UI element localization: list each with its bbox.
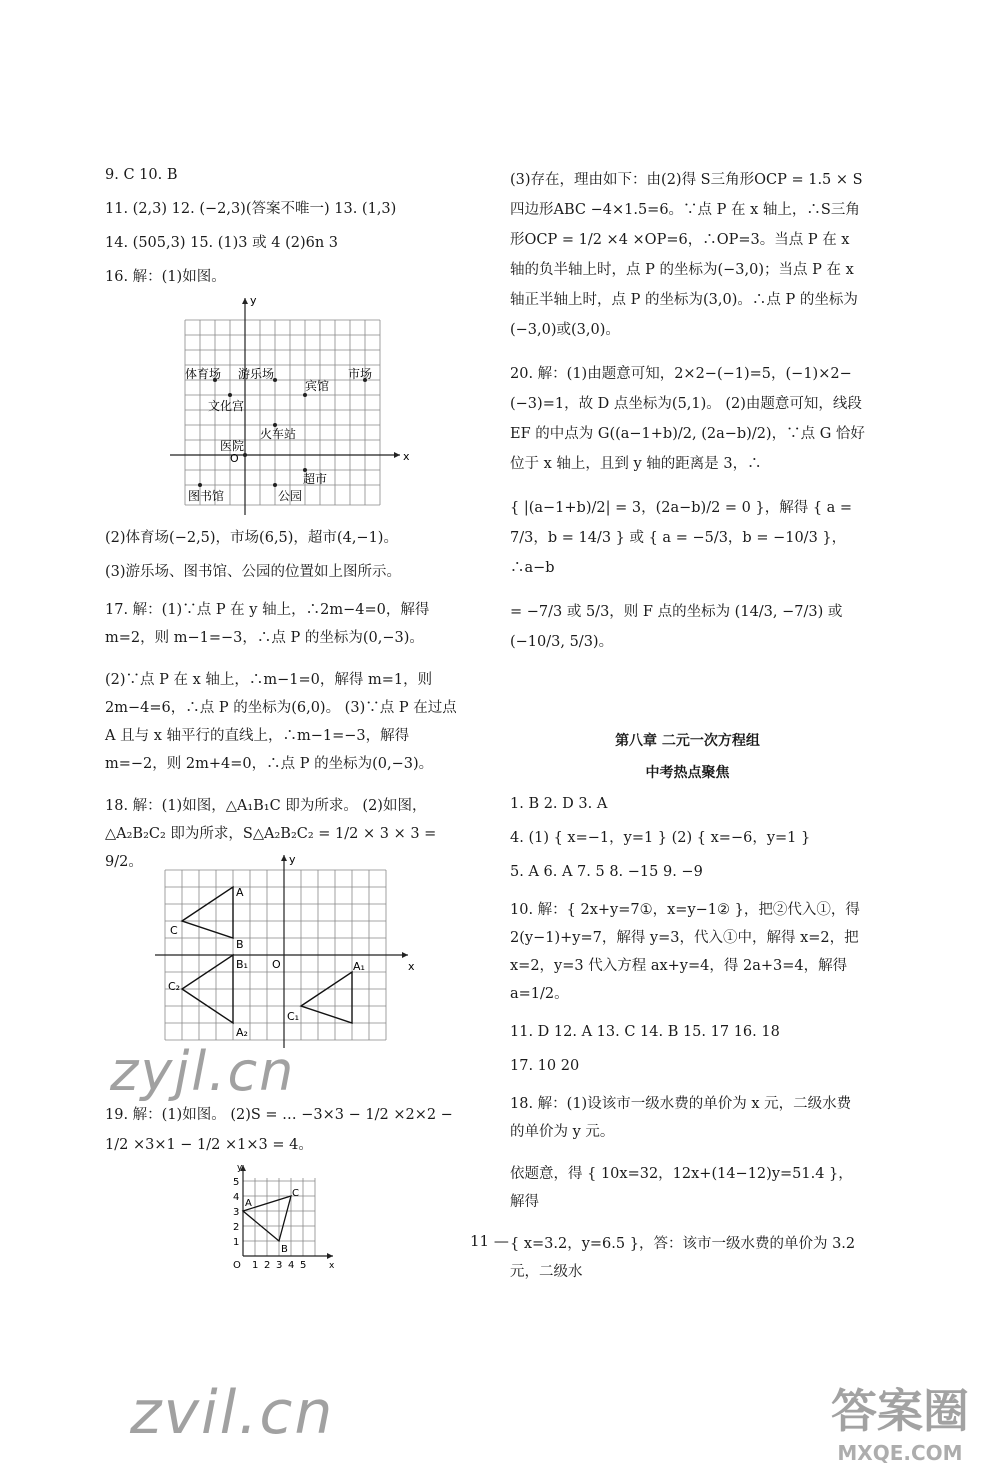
answer-line: { x=3.2，y=6.5 }，答：该市一级水费的单价为 3.2 元，二级水 (510, 1236, 856, 1280)
section-title: 中考热点聚焦 (645, 765, 730, 781)
answer-line: 18. 解：(1)如图，△A₁B₁C 即为所求。 (2)如图，△A₂B₂C₂ 即为所求，S△A₂B₂C₂ = 1/2 × 3 × 3 = 9/2。 (105, 798, 437, 870)
watermark-logo-text: 答案圈 (831, 1384, 969, 1438)
answer-line: 17. 解：(1)∵点 P 在 y 轴上，∴2m−4=0，解得 m=2，则 m−1=−3，∴点 P 的坐标为(0,−3)。 (105, 602, 430, 646)
x-axis-label: x (329, 1261, 335, 1271)
point-label: C₁ (287, 1010, 300, 1023)
tick-label: 4 (233, 1192, 240, 1203)
tick-label: 3 (276, 1260, 283, 1271)
answer-line: { |(a−1+b)/2| = 3，(2a−b)/2 = 0 }，解得 { a = 7/3，b = 14/3 } 或 { a = −5/3，b = −10/3 }，∴a−b (510, 500, 853, 576)
triangle-figure (150, 850, 420, 1054)
answer-line: = −7/3 或 5/3，则 F 点的坐标为 (14/3, −7/3) 或 (−10/3, 5/3)。 (510, 604, 843, 650)
place-label: 图书馆 (188, 489, 225, 503)
point-label: A (236, 886, 244, 899)
answer-line: 10. 解：{ 2x+y=7①，x=y−1② }，把②代入①，得 2(y−1)+y=7，解得 y=3，代入①中，解得 x=2，把 x=2，y=3 代入方程 ax+y=4，得 2a+3=4，解得 a=1/2。 (510, 902, 860, 1002)
place-label: 超市 (303, 472, 328, 486)
answer-line: (2)体育场(−2,5)，市场(6,5)，超市(4,−1)。 (105, 530, 398, 546)
point-label: C (170, 924, 178, 937)
answer-line: 9. C 10. B (105, 167, 178, 183)
point-label: C (292, 1188, 299, 1199)
answer-line: 19. 解：(1)如图。 (2)S = … −3×3 − 1/2 ×2×2 − 1/2 ×3×1 − 1/2 ×1×3 = 4。 (105, 1107, 453, 1153)
place-label: 公园 (278, 489, 303, 503)
point-label: A₁ (353, 960, 365, 973)
place-label: 市场 (348, 367, 373, 381)
tick-label: 4 (288, 1260, 295, 1271)
answer-line: 11. D 12. A 13. C 14. B 15. 17 16. 18 (510, 1024, 780, 1040)
map-figure (160, 290, 420, 524)
answer-line: (3)存在，理由如下：由(2)得 S三角形OCP = 1.5 × S四边形ABC −4×1.5=6。∵点 P 在 x 轴上，∴S三角形OCP = 1/2 ×4 ×OP=6，∴OP=3。当点 P 在 x 轴的负半轴上时，点 P 的坐标为(−3,0)；当点 P 在 x 轴正半轴上时，点 P 的坐标为(3,0)。∴点 P 的坐标为(−3,0)或(3,0)。 (510, 172, 863, 338)
y-axis-label: y (237, 1163, 243, 1173)
tick-label: 2 (264, 1260, 271, 1271)
watermark-logo (815, 1375, 985, 1465)
tick-label: 5 (233, 1177, 240, 1188)
tick-label: 5 (300, 1260, 307, 1271)
tick-label: 3 (233, 1207, 240, 1218)
answer-line: 4. (1) { x=−1，y=1 } (2) { x=−6，y=1 } (510, 830, 811, 846)
page-number: 11 — (470, 1232, 509, 1250)
answer-line: 14. (505,3) 15. (1)3 或 4 (2)6n 3 (105, 235, 339, 251)
left-column-2 (105, 528, 470, 890)
point-label: A₂ (236, 1026, 248, 1039)
answer-line: 18. 解：(1)设该市一级水费的单价为 x 元，二级水费的单价为 y 元。 (510, 1096, 852, 1140)
origin-label: O (272, 958, 281, 971)
right-column-2 (510, 730, 865, 1300)
answer-line: 1. B 2. D 3. A (510, 796, 608, 812)
answer-line: (2)∵点 P 在 x 轴上，∴m−1=0，解得 m=1，则 2m−4=6，∴点 P 的坐标为(6,0)。 (3)∵点 P 在过点 A 且与 x 轴平行的直线上，∴m−1=−3，解得 m=−2，则 2m+4=0，∴点 P 的坐标为(0,−3)。 (105, 672, 457, 772)
place-label: 医院 (220, 439, 245, 453)
x-axis-label: x (403, 450, 410, 463)
answer-line: 17. 10 20 (510, 1058, 580, 1074)
watermark: zyjl.cn (110, 1040, 296, 1103)
origin-label: O (233, 1260, 241, 1271)
answer-line: 依题意，得 { 10x=32，12x+(14−12)y=51.4 }，解得 (510, 1166, 853, 1210)
tick-label: 2 (233, 1222, 240, 1233)
chapter-title: 第八章 二元一次方程组 (615, 733, 760, 749)
answer-line: 5. A 6. A 7. 5 8. −15 9. −9 (510, 864, 703, 880)
point-label: C₂ (168, 980, 181, 993)
tick-label: 1 (252, 1260, 259, 1271)
right-column (510, 165, 865, 671)
place-label: 火车站 (260, 427, 297, 441)
y-axis-label: y (289, 853, 296, 866)
watermark: zvil.cn (130, 1378, 335, 1448)
place-label: 宾馆 (305, 379, 330, 393)
small-grid-figure (225, 1160, 345, 1276)
point-label: B₁ (236, 958, 248, 971)
x-axis-label: x (408, 960, 415, 973)
origin-label: O (230, 452, 239, 465)
watermark-logo-url: MXQE.COM (837, 1441, 963, 1465)
tick-label: 1 (233, 1237, 240, 1248)
answer-line: 11. (2,3) 12. (−2,3)(答案不唯一) 13. (1,3) (105, 201, 397, 217)
point-label: A (245, 1198, 252, 1209)
point-label: B (236, 938, 244, 951)
point-label: B (281, 1244, 288, 1255)
y-axis-label: y (250, 294, 257, 307)
place-label: 游乐场 (238, 367, 275, 381)
place-label: 文化宫 (208, 399, 245, 413)
answer-line: (3)游乐场、图书馆、公园的位置如上图所示。 (105, 564, 402, 580)
left-column (105, 165, 470, 301)
answer-line: 16. 解：(1)如图。 (105, 269, 226, 285)
answer-line: 20. 解：(1)由题意可知，2×2−(−1)=5，(−1)×2−(−3)=1，故 D 点坐标为(5,1)。 (2)由题意可知，线段 EF 的中点为 G((a−1+b)/2, (2a−b)/2)，∵点 G 恰好位于 x 轴上，且到 y 轴的距离是 3，∴ (510, 366, 865, 472)
place-label: 体育场 (185, 367, 222, 381)
